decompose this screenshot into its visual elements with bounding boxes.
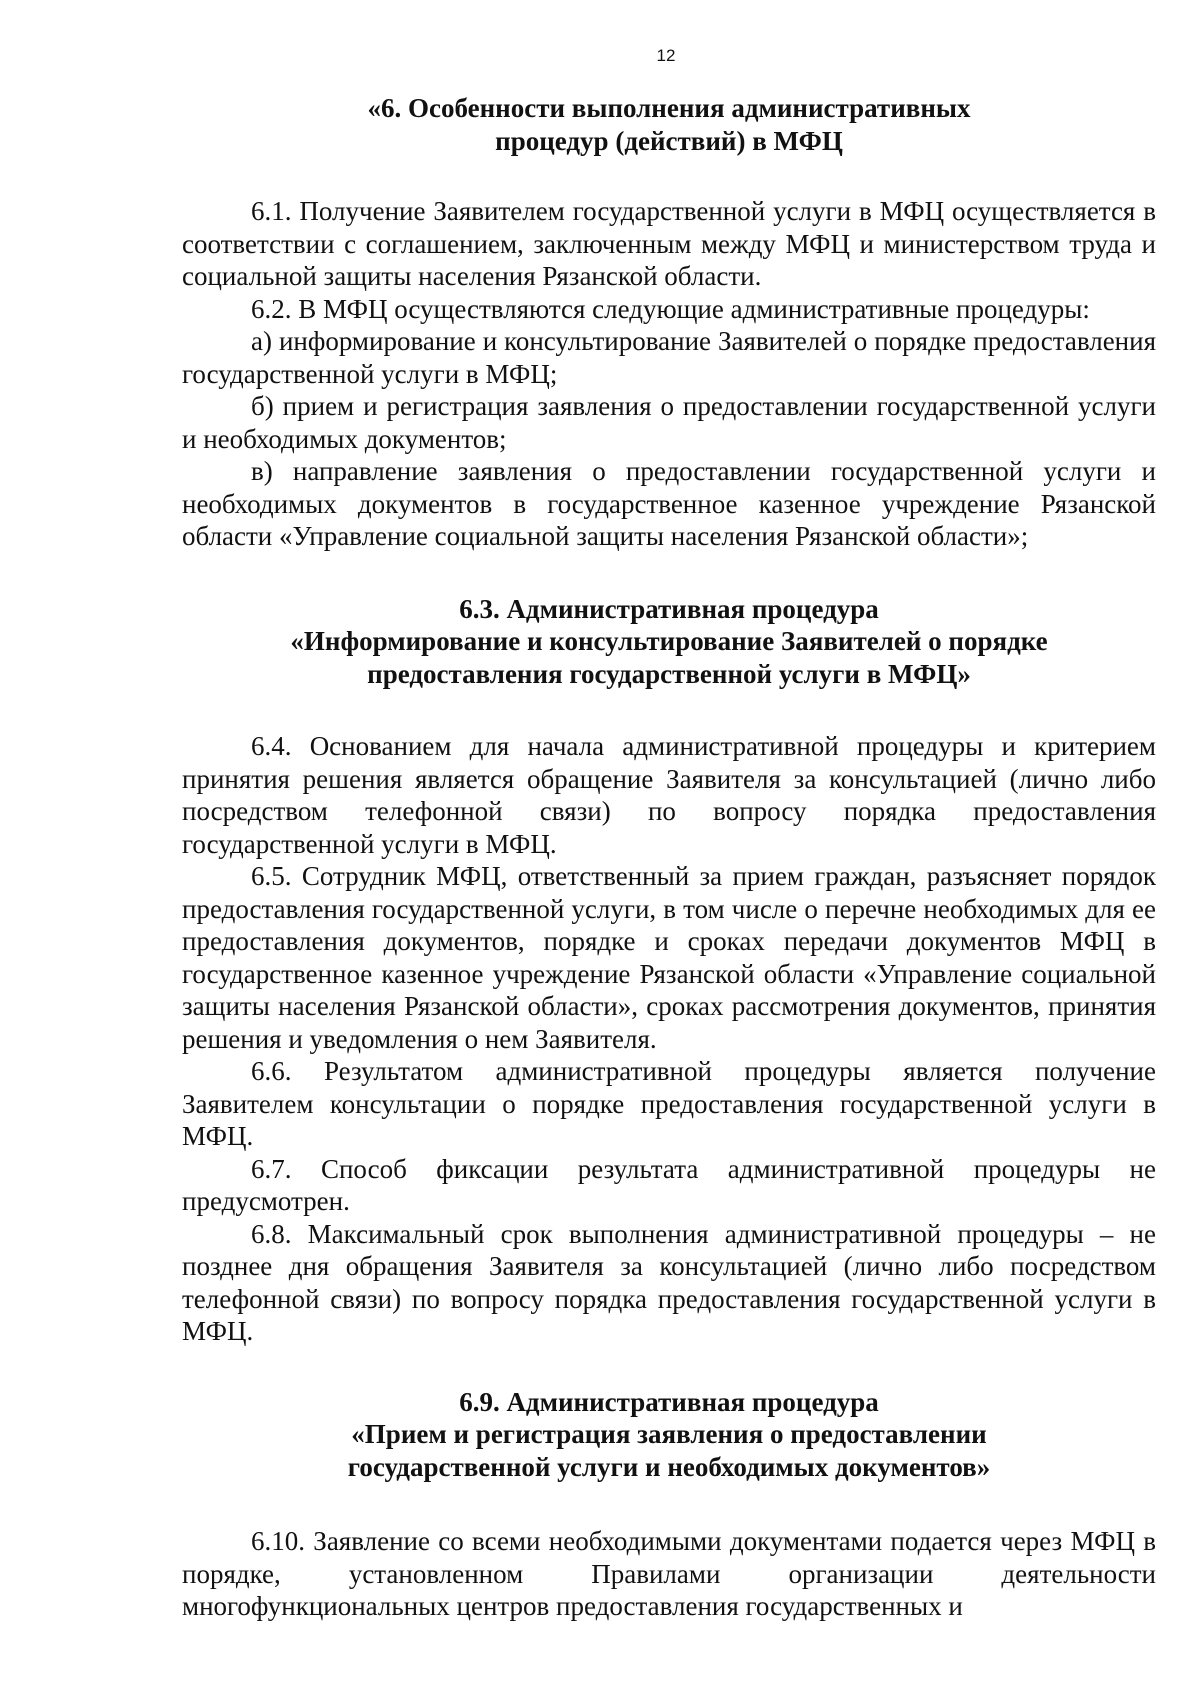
section-6-heading-line-1: «6. Особенности выполнения административных [367, 93, 971, 123]
section-6-3-heading-line-1: 6.3. Административная процедура [459, 593, 879, 624]
paragraph-6-8: 6.8. Максимальный срок выполнения административной процедуры – не позднее дня обращения Заявителя за консультацией (лично либо посредством телефонной связи) по вопросу порядка предоставления государственной услуги в МФЦ. [182, 1218, 1156, 1346]
paragraph-6-6: 6.6. Результатом административной процедуры является получение Заявителем консультации о порядке предоставления государственной услуги в МФЦ. [182, 1056, 1156, 1151]
paragraph-6-4: 6.4. Основанием для начала административной процедуры и критерием принятия решения является обращение Заявителя за консультацией (лично либо посредством телефонной связи) по вопросу порядка предоставления государственной услуги в МФЦ. [182, 731, 1156, 859]
paragraph-6-5: 6.5. Сотрудник МФЦ, ответственный за прием граждан, разъясняет порядок предоставления государственной услуги, в том числе о перечне необходимых для ее предоставления документов, порядке и сроках передачи документов МФЦ в государственное казенное учреждение Рязанской области «Управление социальной защиты населения Рязанской области», сроках рассмотрения документов, принятия решения и уведомления о нем Заявителя. [182, 861, 1156, 1054]
paragraph-6-2-b: б) прием и регистрация заявления о предоставлении государственной услуги и необходимых документов; [182, 391, 1156, 454]
section-6-9-heading-line-3: государственной услуги и необходимых документов» [347, 1451, 991, 1482]
paragraph-6-10: 6.10. Заявление со всеми необходимыми документами подается через МФЦ в порядке, установленном Правилами организации деятельности многофункциональных центров предоставления государственных и [182, 1526, 1156, 1621]
section-6-9-heading [182, 1386, 1156, 1484]
page-number: 12 [656, 46, 676, 65]
paragraph-6-1: 6.1. Получение Заявителем государственной услуги в МФЦ осуществляется в соответствии с соглашением, заключенным между МФЦ и министерством труда и социальной защиты населения Рязанской области. [182, 196, 1156, 291]
paragraph-6-2-a: а) информирование и консультирование Заявителей о порядке предоставления государственной услуги в МФЦ; [182, 326, 1156, 389]
section-6-9-heading-line-2: «Прием и регистрация заявления о предоставлении [351, 1419, 987, 1449]
paragraph-6-2-v: в) направление заявления о предоставлении государственной услуги и необходимых документов в государственное казенное учреждение Рязанской области «Управление социальной защиты населения Рязанской области»; [182, 456, 1156, 551]
section-6-3-heading-line-2: «Информирование и консультирование Заявителей о порядке [290, 626, 1048, 656]
section-6-3-heading-line-3: предоставления государственной услуги в МФЦ» [367, 658, 971, 689]
document-body [182, 92, 1156, 1623]
paragraph-6-2: 6.2. В МФЦ осуществляются следующие административные процедуры: [251, 293, 1090, 324]
section-6-9-heading-line-1: 6.9. Административная процедура [459, 1386, 879, 1417]
section-6-3-heading [182, 593, 1156, 691]
section-6-heading-line-2: процедур (действий) в МФЦ [495, 125, 843, 156]
paragraph-6-7: 6.7. Способ фиксации результата административной процедуры не предусмотрен. [182, 1153, 1156, 1216]
section-6-heading [182, 92, 1156, 157]
